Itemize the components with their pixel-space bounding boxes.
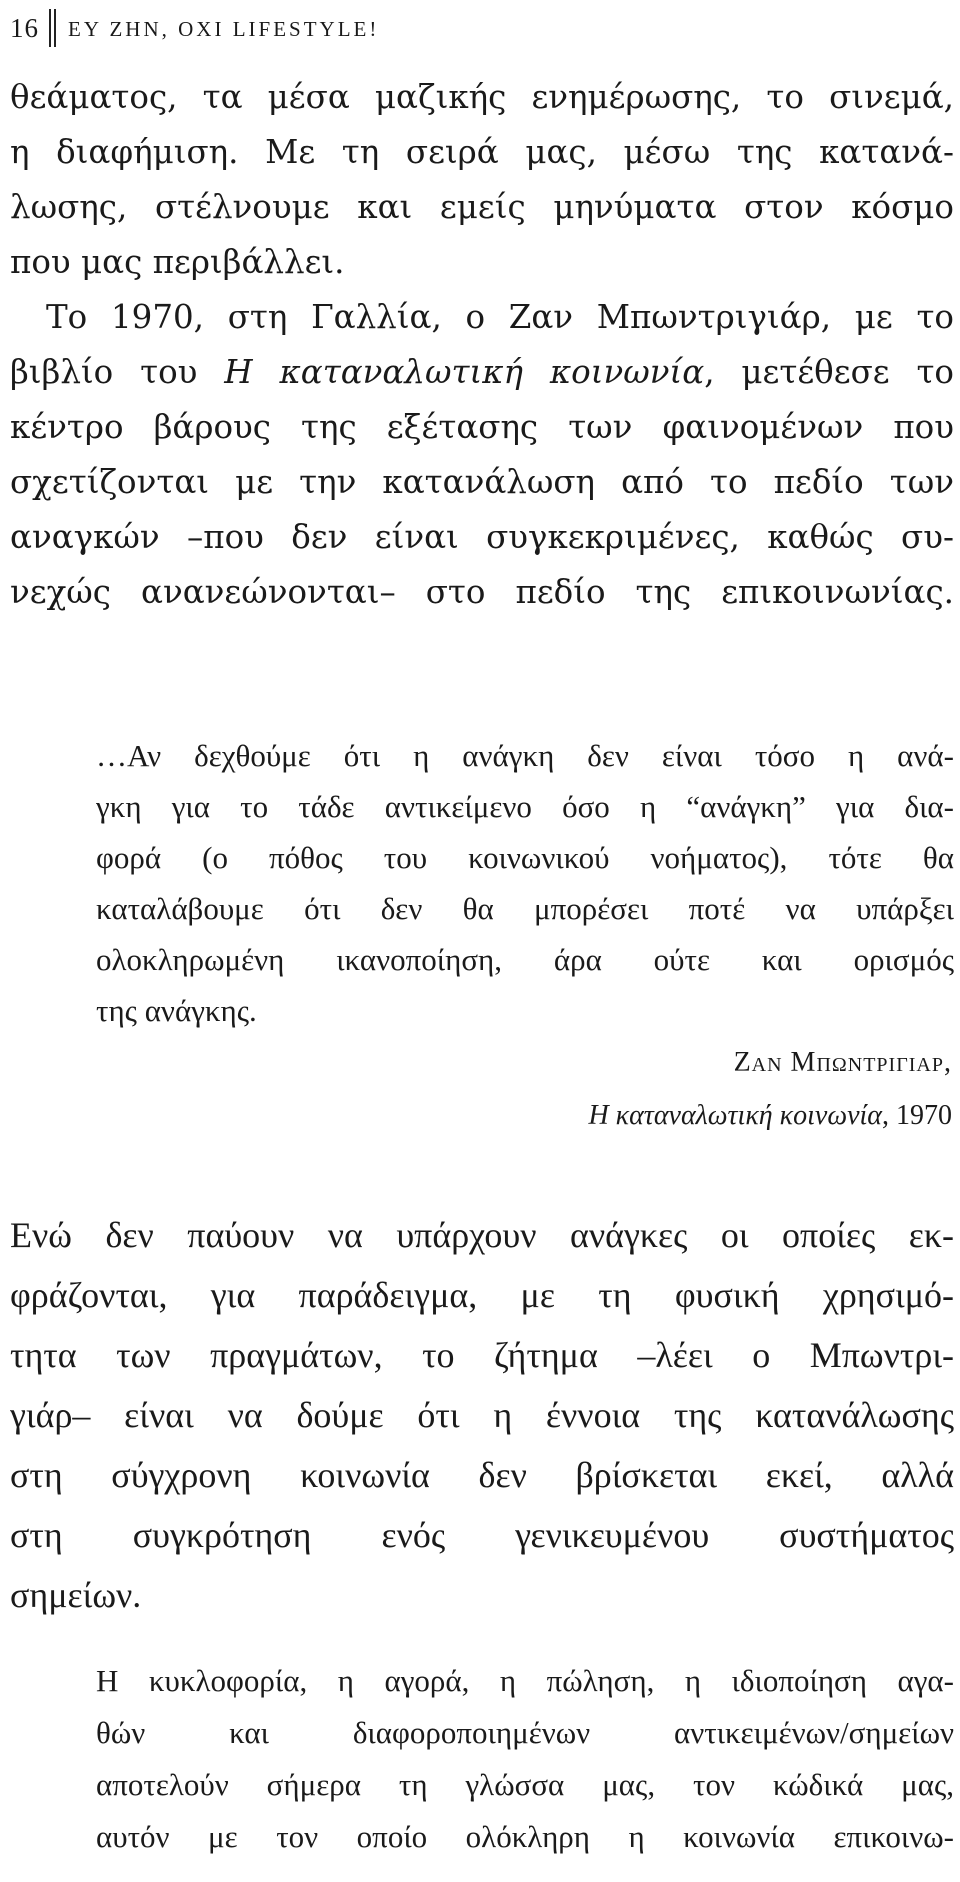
quote-line: της ανάγκης. <box>96 993 257 1028</box>
text-line: Ενώ δεν παύουν να υπάρχουν ανάγκες οι οποίες εκ- <box>10 1215 954 1255</box>
text-line: κέντρο βάρους της εξέτασης των φαινομένων που <box>10 408 954 446</box>
text-line: σχετίζονται με την κατανάλωση από το πεδίο των <box>10 463 954 501</box>
text-line: αναγκών –που δεν είναι συγκεκριμένες, καθώς συ- <box>10 518 954 556</box>
text-line: αποτελούν σήμερα τη γλώσσα μας, τον κώδικά μας, <box>96 1767 954 1802</box>
text-line: Το 1970, στη Γαλλία, ο Ζαν Μπωντριγιάρ, με το <box>46 298 954 336</box>
paragraph-baudrillard-intro <box>10 290 954 620</box>
quote-line: φορά (ο πόθος του κοινωνικού νοήματος), τότε θα <box>96 840 954 875</box>
quote-line: γκη για το τάδε αντικείμενο όσο η “ανάγκη” για δια- <box>96 789 954 824</box>
text-line: θών και διαφοροποιημένων αντικειμένων/σημείων <box>96 1715 954 1750</box>
running-title: ΕΥ ΖΗΝ, ΟΧΙ LIFESTYLE! <box>68 17 380 41</box>
text-line: η διαφήμιση. Με τη σειρά μας, μέσω της κατανά- <box>10 133 954 171</box>
text-line: που μας περιβάλλει. <box>10 243 345 281</box>
text-line: λωσης, στέλνουμε και εμείς μηνύματα στον κόσμο <box>10 188 954 226</box>
attribution-year: , 1970 <box>882 1100 952 1131</box>
header-divider <box>49 9 56 47</box>
text-line: σημείων. <box>10 1575 142 1615</box>
text-line: τητα των πραγμάτων, το ζήτημα –λέει ο Μπωντρι- <box>10 1335 954 1375</box>
page-number: 16 <box>10 12 39 43</box>
attribution-author: Ζαν Μπωντριγιαρ, <box>733 1047 952 1078</box>
quote-line: …Αν δεχθούμε ότι η ανάγκη δεν είναι τόσο η ανά- <box>96 738 954 773</box>
text-line: γιάρ– είναι να δούμε ότι η έννοια της κατανάλωσης <box>10 1395 954 1435</box>
quote-attribution-author <box>734 1040 952 1086</box>
block-quote <box>96 730 954 1036</box>
text-line-with-title <box>10 345 954 400</box>
text-fragment: βιβλίο του <box>10 353 225 391</box>
text-line: φράζονται, για παράδειγμα, με τη φυσική χρησιμό- <box>10 1275 954 1315</box>
text-line: στη σύγχρονη κοινωνία δεν βρίσκεται εκεί, αλλά <box>10 1455 954 1495</box>
paragraph-consumption-signs <box>10 1205 954 1625</box>
paragraph-continuation <box>10 70 954 290</box>
quote-line: καταλάβουμε ότι δεν θα μπορέσει ποτέ να υπάρξει <box>96 891 954 926</box>
text-line: νεχώς ανανεώνονται– στο πεδίο της επικοινωνίας. <box>10 573 954 611</box>
book-title: Η καταναλωτική κοινωνία <box>224 353 705 391</box>
running-header <box>10 8 379 48</box>
attribution-work: Η καταναλωτική κοινωνία <box>588 1100 882 1131</box>
text-line: στη συγκρότηση ενός γενικευμένου συστήματος <box>10 1515 954 1555</box>
text-fragment: , μετέθεσε το <box>704 353 954 391</box>
paragraph-circulation <box>96 1655 954 1863</box>
quote-attribution-source <box>588 1093 952 1139</box>
text-line: θεάματος, τα μέσα μαζικής ενημέρωσης, το σινεμά, <box>10 78 954 116</box>
quote-line: ολοκληρωμένη ικανοποίηση, άρα ούτε και ορισμός <box>96 942 954 977</box>
text-line: αυτόν με τον οποίο ολόκληρη η κοινωνία επικοινω- <box>96 1819 954 1854</box>
text-line: Η κυκλοφορία, η αγορά, η πώληση, η ιδιοποίηση αγα- <box>96 1663 954 1698</box>
